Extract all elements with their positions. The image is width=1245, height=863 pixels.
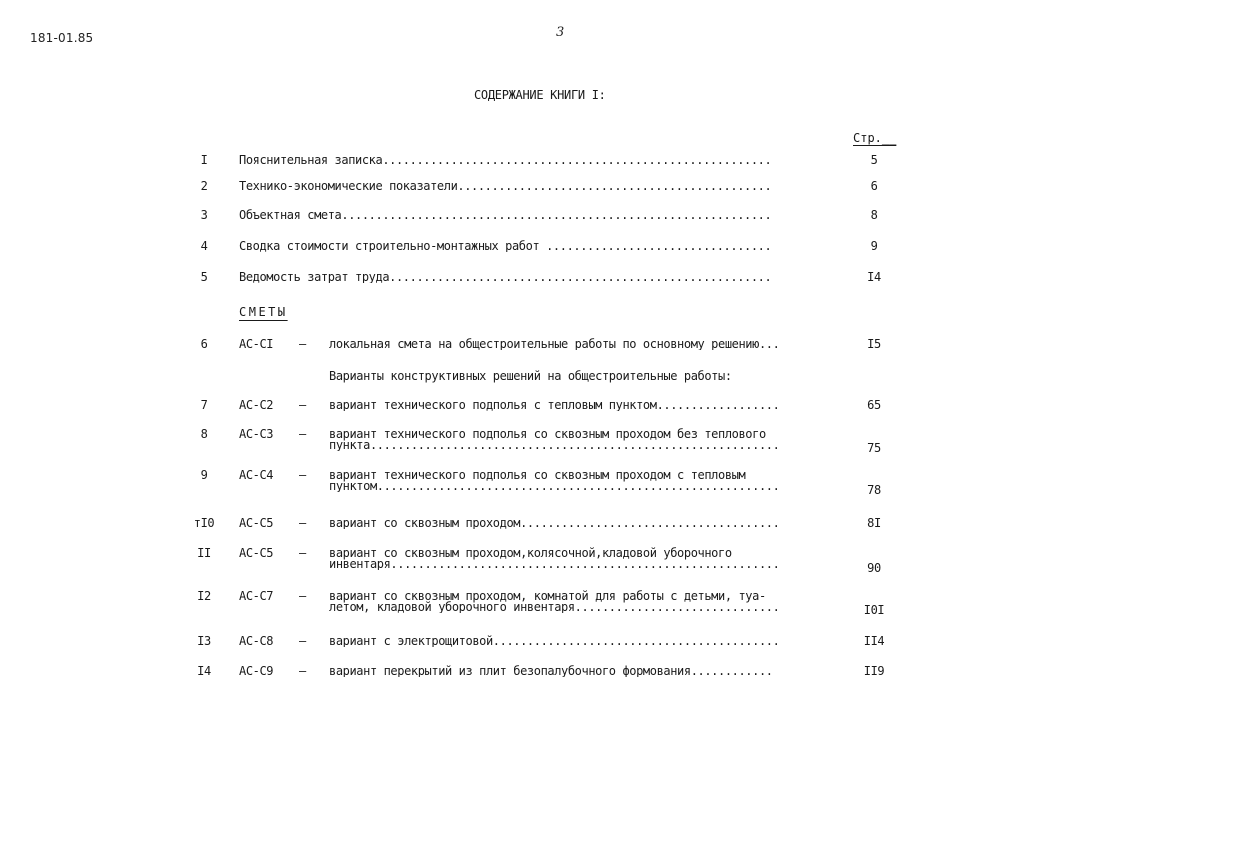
estimate-title-line2: пунктом........................................................... — [329, 479, 780, 492]
estimate-title — [329, 665, 829, 677]
estimate-code: АС-СI — [239, 337, 274, 351]
estimate-code: АС-С3 — [239, 427, 274, 441]
estimate-page: 8I — [867, 516, 881, 530]
estimate-title — [329, 547, 829, 570]
estimate-code: АС-С7 — [239, 589, 274, 603]
estimate-title-line1: вариант технического подполья со сквозным проходом без теплового — [329, 428, 766, 441]
estimate-title-line1: вариант технического подполья с тепловым пунктом.................. — [329, 399, 780, 411]
estimate-dash: – — [299, 516, 306, 530]
estimate-title-line1: вариант перекрытий из плит безопалубочного формования............ — [329, 665, 773, 677]
estimate-title-line2: пункта............................................................ — [329, 438, 780, 451]
estimate-title — [329, 635, 829, 647]
estimate-code: АС-С2 — [239, 398, 274, 412]
estimate-title-line1: вариант со сквозным проходом,колясочной,кладовой уборочного — [329, 547, 732, 560]
toc-row-number: 4 — [200, 239, 208, 253]
toc-row-title: Технико-экономические показатели.............................................. — [239, 180, 772, 192]
estimate-title-line1: вариант технического подполья со сквозным проходом с тепловым — [329, 469, 746, 482]
estimate-page: 90 — [867, 561, 881, 575]
estimate-code: АС-С8 — [239, 634, 274, 648]
variants-note: Варианты конструктивных решений на общестроительные работы: — [329, 369, 732, 383]
estimate-page: I5 — [867, 337, 881, 351]
estimate-code: АС-С4 — [239, 468, 274, 482]
toc-row-page: 8 — [870, 208, 878, 222]
toc-row-number: I — [200, 153, 208, 167]
page-number: 3 — [556, 25, 565, 40]
estimate-title — [329, 469, 829, 492]
toc-row-page: 5 — [870, 153, 878, 167]
toc-row-title: Сводка стоимости строительно-монтажных работ ................................. — [239, 240, 772, 252]
estimate-page: I0I — [863, 603, 885, 617]
toc-row-page: I4 — [867, 270, 881, 284]
estimate-dash: – — [299, 546, 306, 560]
estimate-page: II4 — [863, 634, 885, 648]
estimate-row-number: I4 — [197, 664, 211, 678]
estimate-page: 75 — [867, 441, 881, 455]
estimate-row-number: 9 — [200, 468, 208, 482]
page-column-header: Стр.__ — [853, 131, 897, 145]
estimate-dash: – — [299, 468, 306, 482]
estimate-title-line1: вариант с электрощитовой.......................................... — [329, 635, 780, 647]
estimate-row-number: II — [197, 546, 211, 560]
estimate-dash: – — [299, 589, 306, 603]
estimate-dash: – — [299, 398, 306, 412]
toc-row-page: 6 — [870, 179, 878, 193]
estimate-row-number: 8 — [200, 427, 208, 441]
estimate-title-line1: вариант со сквозным проходом...................................... — [329, 517, 780, 529]
estimate-title-line1: вариант со сквозным проходом, комнатой для работы с детьми, туа- — [329, 590, 766, 603]
estimate-page: 78 — [867, 483, 881, 497]
toc-row-number: 5 — [200, 270, 208, 284]
estimate-title — [329, 338, 829, 350]
estimate-dash: – — [299, 427, 306, 441]
estimate-dash: – — [299, 337, 306, 351]
estimate-row-number: I2 — [197, 589, 211, 603]
toc-title: СОДЕРЖАНИЕ КНИГИ I: — [474, 88, 606, 102]
toc-row-number: 2 — [200, 179, 208, 193]
estimate-title-line2: инвентаря......................................................... — [329, 557, 780, 570]
estimate-title — [329, 590, 829, 613]
estimate-row-number: тI0 — [193, 516, 215, 530]
estimate-title — [329, 399, 829, 411]
estimate-row-number: I3 — [197, 634, 211, 648]
estimate-title-line1: локальная смета на общестроительные работы по основному решению... — [329, 338, 780, 350]
estimate-page: 65 — [867, 398, 881, 412]
estimate-title-line2: летом, кладовой уборочного инвентаря.............................. — [329, 600, 780, 613]
toc-row-title: Ведомость затрат труда........................................................ — [239, 271, 772, 283]
toc-row-title: Пояснительная записка......................................................... — [239, 154, 772, 166]
estimate-row-number: 7 — [200, 398, 208, 412]
estimate-code: АС-С9 — [239, 664, 274, 678]
toc-row-number: 3 — [200, 208, 208, 222]
estimate-dash: – — [299, 634, 306, 648]
estimates-heading: СМЕТЫ — [239, 305, 288, 319]
estimate-page: II9 — [863, 664, 885, 678]
toc-row-title: Объектная смета............................................................... — [239, 209, 772, 221]
estimate-title — [329, 517, 829, 529]
estimate-title — [329, 428, 829, 451]
document-code: 181-01.85 — [30, 31, 94, 45]
estimate-code: АС-С5 — [239, 516, 274, 530]
toc-row-page: 9 — [870, 239, 878, 253]
estimate-code: АС-С5 — [239, 546, 274, 560]
estimate-dash: – — [299, 664, 306, 678]
estimate-row-number: 6 — [200, 337, 208, 351]
